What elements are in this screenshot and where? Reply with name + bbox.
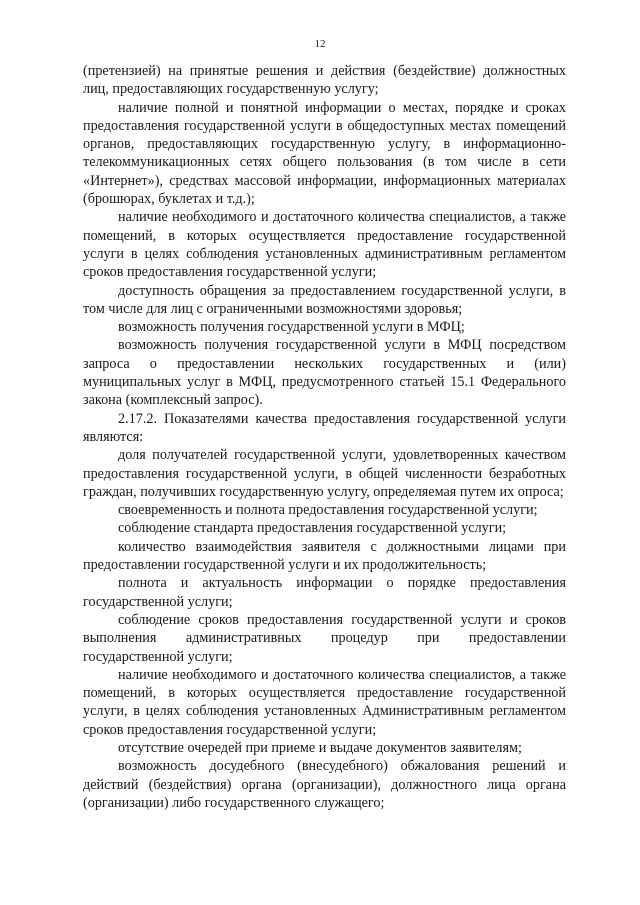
page-number: 12 [314,38,326,50]
paragraph: возможность получения государственной услуги в МФЦ; [118,319,465,336]
paragraph: отсутствие очередей при приеме и выдаче документов заявителям; [118,739,522,756]
paragraph: наличие необходимого и достаточного количества специалистов, а также помещений, в которых осуществляется предоставление государственной услуги, в целях соблюдения установленных Административным регламентом сроков предоставления государственной услуги; [83,666,566,738]
paragraph: наличие необходимого и достаточного количества специалистов, а также помещений, в которых осуществляется предоставление государственной услуги в целях соблюдения установленных административным регламентом сроков предоставления государственной услуги; [83,209,566,281]
paragraph: количество взаимодействия заявителя с должностными лицами при предоставлении государственной услуги и их продолжительность; [83,538,566,574]
paragraph: доля получателей государственной услуги, удовлетворенных качеством предоставления государственной услуги, в общей численности безработных граждан, получивших государственную услугу, определяемая путем их опроса; [83,447,566,500]
paragraph: 2.17.2. Показателями качества предоставления государственной услуги являются: [83,410,566,445]
paragraph: своевременность и полнота предоставления государственной услуги; [118,502,538,519]
document-body [83,62,566,812]
paragraph: доступность обращения за предоставлением государственной услуги, в том числе для лиц с ограниченными возможностями здоровья; [83,282,566,317]
paragraph: (претензией) на принятые решения и действия (бездействие) должностных лиц, предоставляющих государственную услугу; [83,63,566,98]
paragraph: наличие полной и понятной информации о местах, порядке и сроках предоставления государственной услуги в общедоступных местах помещений органов, предоставляющих государственную услугу, в информационно-телекоммуникационных сетях общего пользования (в том числе в сети «Интернет»), средствах массовой информации, информационных материалах (брошюрах, буклетах и т.д.); [83,99,566,208]
paragraph: соблюдение сроков предоставления государственной услуги и сроков выполнения административных процедур при предоставлении государственной услуги; [83,611,566,665]
paragraph: возможность досудебного (внесудебного) обжалования решений и действий (бездействия) органа (организации), должностного лица органа (организации) либо государственного служащего; [83,758,566,811]
paragraph: полнота и актуальность информации о порядке предоставления государственной услуги; [83,575,566,610]
paragraph: возможность получения государственной услуги в МФЦ посредством запроса о предоставлении нескольких государственных и (или) муниципальных услуг в МФЦ, предусмотренного статьей 15.1 Федерального закона (комплексный запрос). [83,337,566,409]
paragraph: соблюдение стандарта предоставления государственной услуги; [118,520,507,537]
